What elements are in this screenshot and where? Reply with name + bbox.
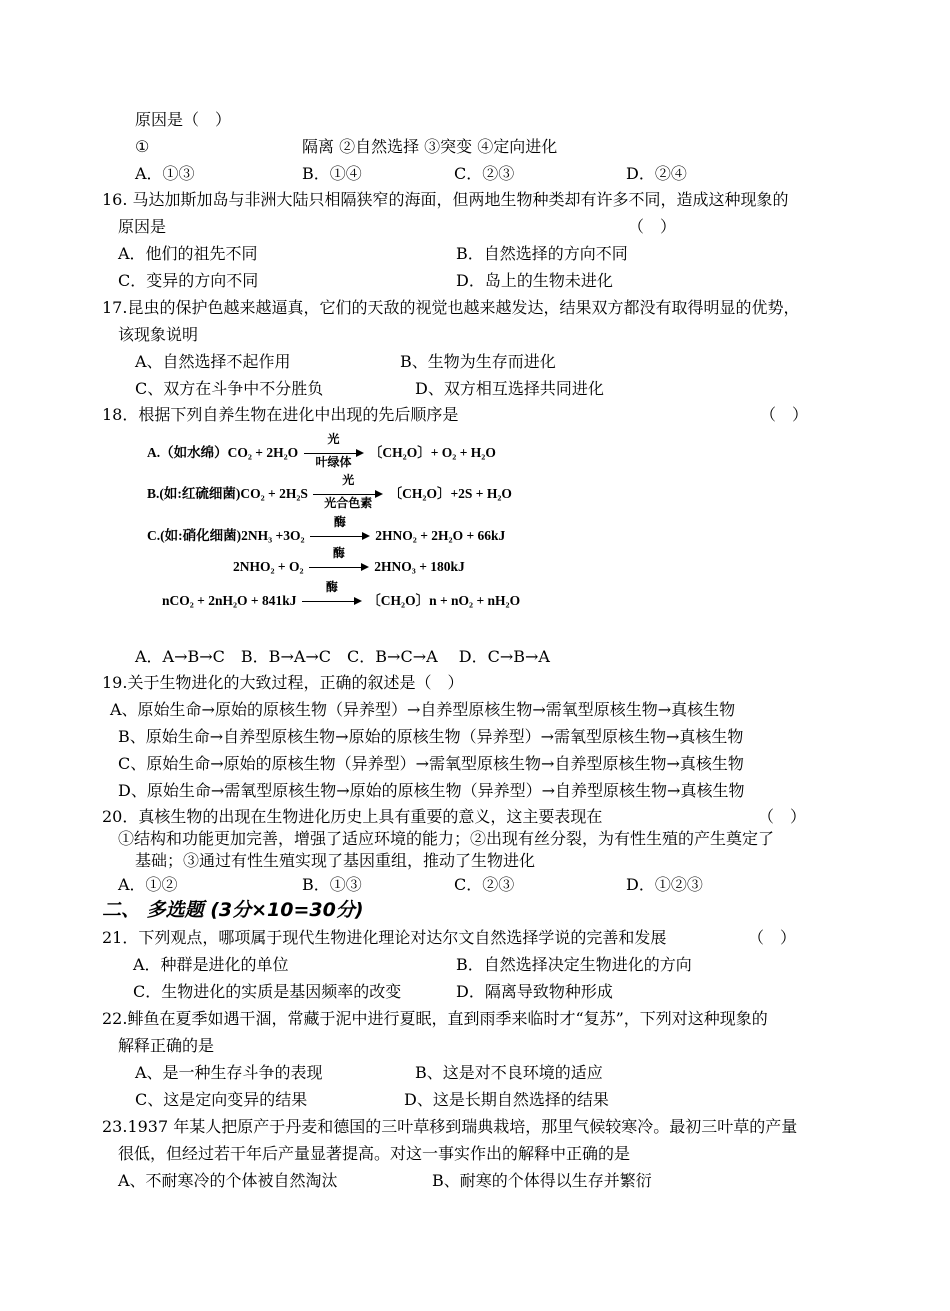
q16-option-c[interactable]: C．变异的方向不同 <box>118 271 259 290</box>
q16-option-b[interactable]: B．自然选择的方向不同 <box>456 244 628 263</box>
q19-option-b[interactable]: B、原始生命→自养型原核生物→原始的原核生物（异养型）→需氧型原核生物→真核生物 <box>118 727 744 746</box>
equation-a-reactants: A.（如水绵）CO₂ + 2H₂O <box>147 445 299 460</box>
equation-c1-enzyme: 酶 <box>333 514 346 529</box>
q18-equation-c3 <box>162 579 521 611</box>
q19-option-c[interactable]: C、原始生命→原始的原核生物（异养型）→需氧型原核生物→自养型原核生物→真核生物 <box>118 754 744 773</box>
equation-c1-products: 2HNO₂ + 2H₂O + 66kJ <box>375 528 506 543</box>
equation-c3-products: 〔CH₂O〕n + nO₂ + nH₂O <box>367 593 521 608</box>
equation-c3-enzyme: 酶 <box>325 579 338 594</box>
reaction-arrow-icon <box>313 472 383 510</box>
equation-c3-reactants: nCO₂ + 2nH₂O + 841kJ <box>162 593 297 608</box>
q20-option-a[interactable]: A．①② <box>118 875 178 894</box>
q15-item-1: ① <box>135 137 150 156</box>
q23-option-b[interactable]: B、耐寒的个体得以生存并繁衍 <box>432 1171 652 1190</box>
q17-option-d[interactable]: D、双方相互选择共同进化 <box>415 379 604 398</box>
q21-option-b[interactable]: B．自然选择决定生物进化的方向 <box>456 955 692 974</box>
q21-option-c[interactable]: C．生物进化的实质是基因频率的改变 <box>133 982 402 1001</box>
q18-equation-a <box>147 431 496 469</box>
q17-stem-2: 该现象说明 <box>118 325 199 344</box>
equation-b-catalyst: 光合色素 <box>324 495 373 510</box>
equation-b-products: 〔CH₂O〕+2S + H₂O <box>388 486 512 501</box>
q19-stem: 19.关于生物进化的大致过程，正确的叙述是（ ） <box>102 673 464 692</box>
q19-option-d[interactable]: D、原始生命→需氧型原核生物→原始的原核生物（异养型）→自养型原核生物→真核生物 <box>118 781 745 800</box>
q20-option-c[interactable]: C．②③ <box>454 875 515 894</box>
q17-option-b[interactable]: B、生物为生存而进化 <box>400 352 556 371</box>
q17-option-c[interactable]: C、双方在斗争中不分胜负 <box>135 379 324 398</box>
q22-stem: 22.鲱鱼在夏季如遇干涸，常藏于泥中进行夏眠，直到雨季来临时才“复苏”，下列对这种现象的 <box>102 1009 768 1028</box>
q15-option-b[interactable]: B．①④ <box>302 164 362 183</box>
section-heading: 二、 多选题 (3分×10=30分) <box>102 899 364 921</box>
q16-answer-paren: （ ） <box>628 217 677 236</box>
q23-stem: 23.1937 年某人把原产于丹麦和德国的三叶草移到瑞典栽培，那里气候较寒冷。最初三叶草的产量 <box>102 1117 798 1136</box>
equation-b-condition: 光 <box>342 472 355 487</box>
reaction-arrow-icon <box>310 514 370 546</box>
q20-statements-2: 基础；③通过有性生殖实现了基因重组，推动了生物进化 <box>135 851 536 870</box>
q15-stem-cont: 原因是（ ） <box>135 110 232 129</box>
q16-stem: 16. 马达加斯加岛与非洲大陆只相隔狭窄的海面，但两地生物种类却有许多不同，造成这种现象的 <box>102 190 789 209</box>
q21-option-d[interactable]: D．隔离导致物种形成 <box>456 982 613 1001</box>
q15-option-a[interactable]: A．①③ <box>135 164 195 183</box>
q17-option-a[interactable]: A、自然选择不起作用 <box>135 352 291 371</box>
q22-option-b[interactable]: B、这是对不良环境的适应 <box>415 1063 603 1082</box>
reaction-arrow-icon <box>304 431 364 469</box>
q21-answer-paren: （ ） <box>748 928 797 947</box>
equation-c1-reactants: C.(如:硝化细菌)2NH₃ +3O₂ <box>147 528 305 543</box>
q22-option-a[interactable]: A、是一种生存斗争的表现 <box>135 1063 323 1082</box>
q22-stem-2: 解释正确的是 <box>118 1036 215 1055</box>
reaction-arrow-icon <box>309 545 369 577</box>
q16-stem-2: 原因是 <box>118 217 167 236</box>
q18-answer-paren: （ ） <box>760 405 809 424</box>
equation-c2-reactants: 2NHO₂ + O₂ <box>233 559 304 574</box>
equation-a-catalyst: 叶绿体 <box>315 454 352 469</box>
q19-option-a[interactable]: A、原始生命→原始的原核生物（异养型）→自养型原核生物→需氧型原核生物→真核生物 <box>110 700 736 719</box>
q21-option-a[interactable]: A．种群是进化的单位 <box>133 955 289 974</box>
equation-a-condition: 光 <box>327 431 340 446</box>
q21-stem: 21．下列观点，哪项属于现代生物进化理论对达尔文自然选择学说的完善和发展 <box>102 928 667 947</box>
q20-option-d[interactable]: D．①②③ <box>626 875 703 894</box>
q15-option-c[interactable]: C．②③ <box>454 164 515 183</box>
q18-options[interactable]: A．A→B→C B．B→A→C C．B→C→A D．C→B→A <box>135 647 550 666</box>
q20-option-b[interactable]: B．①③ <box>302 875 362 894</box>
q20-statements: ①结构和功能更加完善，增强了适应环境的能力；②出现有丝分裂，为有性生殖的产生奠定了 <box>118 829 775 848</box>
q16-option-d[interactable]: D．岛上的生物未进化 <box>456 271 613 290</box>
equation-c2-enzyme: 酶 <box>332 545 345 560</box>
equation-a-products: 〔CH₂O〕+ O₂ + H₂O <box>368 445 496 460</box>
q22-option-c[interactable]: C、这是定向变异的结果 <box>135 1090 308 1109</box>
q15-option-d[interactable]: D．②④ <box>626 164 687 183</box>
q20-stem: 20．真核生物的出现在生物进化历史上具有重要的意义，这主要表现在 <box>102 807 603 826</box>
q18-stem: 18．根据下列自养生物在进化中出现的先后顺序是 <box>102 405 459 424</box>
q20-answer-paren: （ ） <box>758 807 807 826</box>
q18-equation-c1 <box>147 514 506 546</box>
q16-option-a[interactable]: A．他们的祖先不同 <box>118 244 258 263</box>
q18-equation-b <box>147 472 512 510</box>
q23-option-a[interactable]: A、不耐寒冷的个体被自然淘汰 <box>118 1171 338 1190</box>
q18-equation-c2 <box>233 545 465 577</box>
reaction-arrow-icon <box>302 579 362 611</box>
equation-b-reactants: B.(如:红硫细菌)CO₂ + 2H₂S <box>147 486 308 501</box>
q23-stem-2: 很低，但经过若干年后产量显著提高。对这一事实作出的解释中正确的是 <box>118 1144 631 1163</box>
equation-c2-products: 2HNO₃ + 180kJ <box>374 559 465 574</box>
q17-stem: 17.昆虫的保护色越来越逼真，它们的天敌的视觉也越来越发达，结果双方都没有取得明显的优势， <box>102 298 800 317</box>
q22-option-d[interactable]: D、这是长期自然选择的结果 <box>404 1090 609 1109</box>
q15-items: 隔离 ②自然选择 ③突变 ④定向进化 <box>302 137 558 156</box>
